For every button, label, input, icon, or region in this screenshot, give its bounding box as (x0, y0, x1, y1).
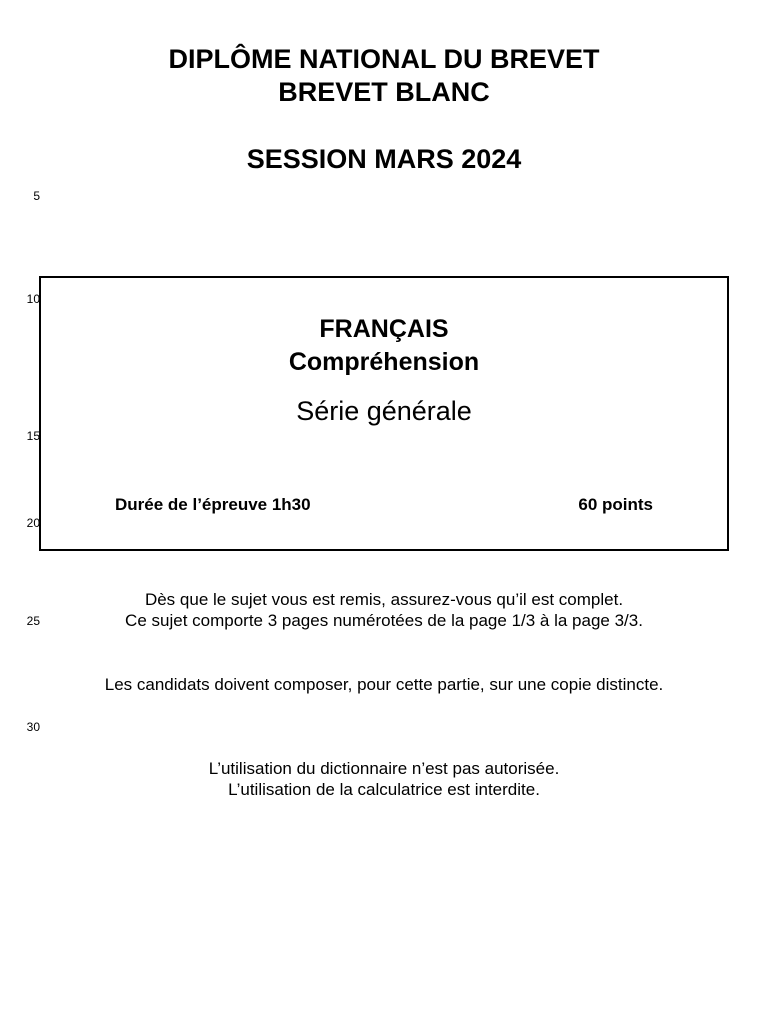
line-number-30: 30 (26, 720, 40, 734)
exam-points: 60 points (578, 495, 653, 514)
instruction-no-calculator: L’utilisation de la calculatrice est interdite. (228, 780, 540, 799)
instruction-no-dictionary: L’utilisation du dictionnaire n’est pas autorisée. (208, 759, 560, 778)
line-number-10: 10 (26, 292, 40, 306)
instruction-separate-copy: Les candidats doivent composer, pour cette partie, sur une copie distincte. (104, 675, 664, 694)
line-number-15: 15 (26, 429, 40, 443)
subject-box (39, 276, 729, 551)
exam-duration: Durée de l’épreuve 1h30 (115, 495, 311, 514)
subject-part: Compréhension (288, 348, 480, 376)
instruction-check-complete: Dès que le sujet vous est remis, assurez-vous qu’il est complet. (144, 590, 624, 609)
subject-name: FRANÇAIS (319, 315, 449, 343)
exam-title: DIPLÔME NATIONAL DU BREVET (168, 44, 600, 74)
line-number-20: 20 (26, 516, 40, 530)
line-number-5: 5 (33, 189, 40, 203)
series-label: Série générale (296, 396, 472, 426)
exam-subtitle: BREVET BLANC (278, 77, 490, 107)
instruction-page-count: Ce sujet comporte 3 pages numérotées de la page 1/3 à la page 3/3. (125, 611, 643, 630)
line-number-25: 25 (26, 614, 40, 628)
session-title: SESSION MARS 2024 (246, 144, 522, 174)
